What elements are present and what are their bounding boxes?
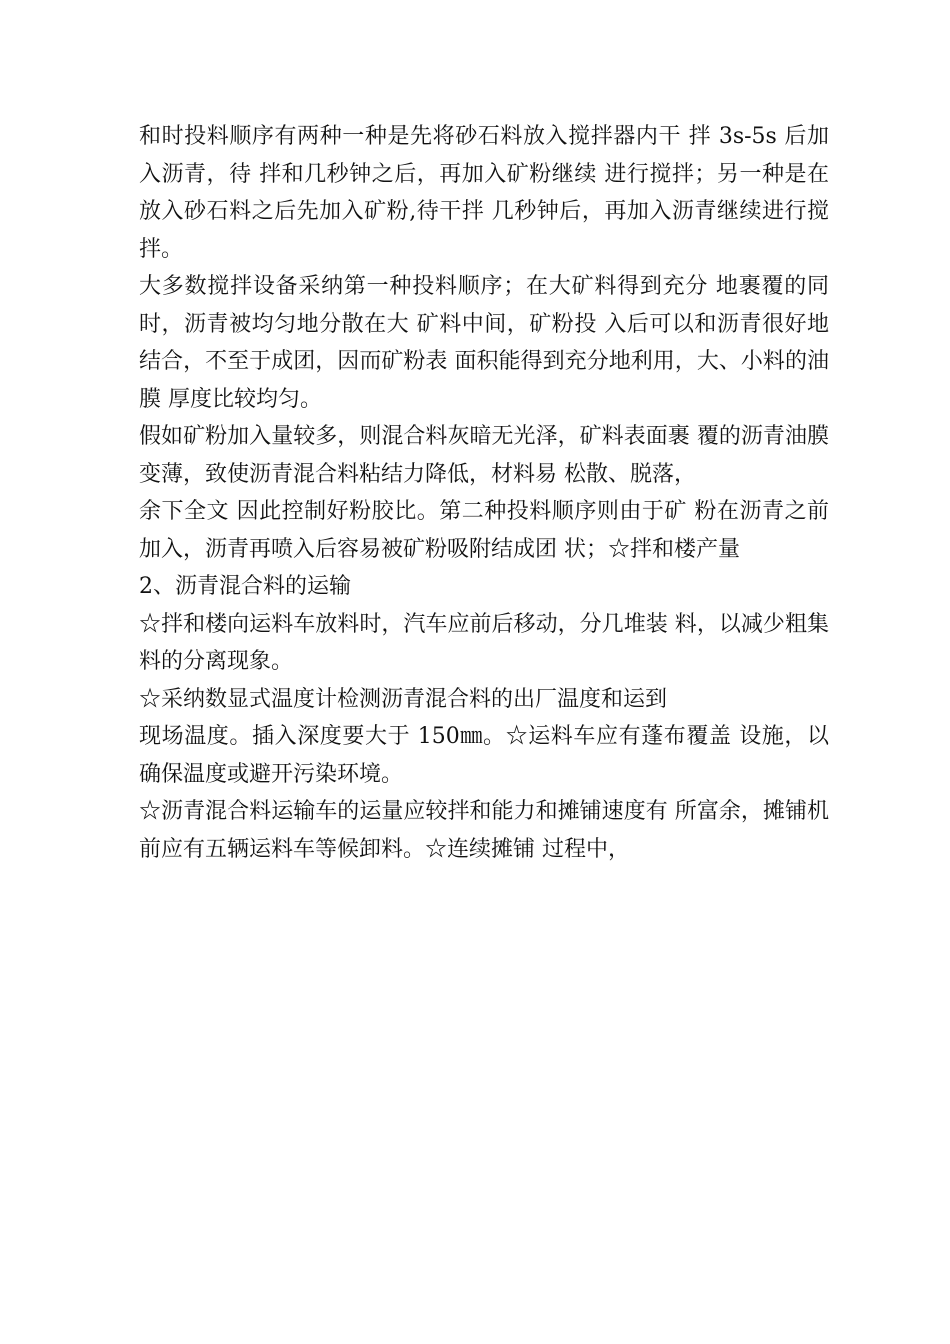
paragraph-second-method: 余下全文 因此控制好粉胶比。第二种投料顺序则由于矿 粉在沥青之前加入，沥青再喷入后容易被矿粉吸附结成团 状；☆拌和楼产量 <box>139 499 829 562</box>
paragraph-site-temperature: 现场温度。插入深度要大于 150㎜。☆运料车应有蓬布覆盖 设施，以确保温度或避开污染环境。 <box>139 724 829 787</box>
section-heading-transport: 2、沥青混合料的运输 <box>139 574 351 599</box>
paragraph-first-method: 大多数搅拌设备采纳第一种投料顺序；在大矿料得到充分 地裹覆的同时，沥青被均匀地分散在大 矿料中间，矿粉投 入后可以和沥青很好地结合，不至于成团，因而矿粉表 面积能得到充分地利用，大、小料的油膜 厚度比较均匀。 <box>139 274 829 412</box>
paragraph-mixing-order: 和时投料顺序有两种一种是先将砂石料放入搅拌器内干 拌 3s-5s 后加入沥青，待 拌和几秒钟之后，再加入矿粉继续 进行搅拌；另一种是在放入砂石料之后先加入矿粉,待干拌 几秒钟后，再加入沥青继续进行搅拌。 <box>139 124 829 262</box>
paragraph-truck-capacity: ☆沥青混合料运输车的运量应较拌和能力和摊铺速度有 所富余，摊铺机前应有五辆运料车等候卸料。☆连续摊铺 过程中， <box>139 799 829 862</box>
paragraph-excess-filler: 假如矿粉加入量较多，则混合料灰暗无光泽，矿料表面裹 覆的沥青油膜变薄，致使沥青混合料粘结力降低，材料易 松散、脱落， <box>139 424 829 487</box>
document-body <box>139 118 829 868</box>
paragraph-loading: ☆拌和楼向运料车放料时，汽车应前后移动，分几堆装 料，以减少粗集料的分离现象。 <box>139 611 829 674</box>
paragraph-thermometer: ☆采纳数显式温度计检测沥青混合料的出厂温度和运到 <box>139 686 668 712</box>
